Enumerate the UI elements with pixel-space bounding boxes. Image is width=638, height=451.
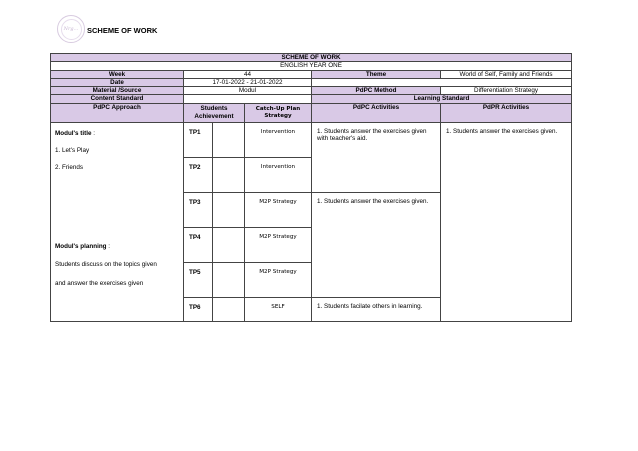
learning-standard-label: Learning Standard xyxy=(312,95,572,103)
date-row-blank xyxy=(312,78,572,86)
catchup-strategy: Intervention xyxy=(245,122,312,157)
modul-item-2: 2. Friends xyxy=(55,164,83,171)
col-header-activities: PdPC Activities xyxy=(312,103,441,122)
week-label: Week xyxy=(51,70,184,78)
content-standard-label: Content Standard xyxy=(51,95,184,103)
col-header-catchup: Catch-Up Plan Strategy xyxy=(245,103,312,122)
catchup-strategy: Intervention xyxy=(245,157,312,192)
table-subtitle: ENGLISH YEAR ONE xyxy=(51,62,572,70)
catchup-strategy: M2P Strategy xyxy=(245,192,312,227)
achievement-cell xyxy=(213,262,245,297)
catchup-strategy: M2P Strategy xyxy=(245,262,312,297)
col-header-pdpr: PdPR Activities xyxy=(441,103,572,122)
table-title: SCHEME OF WORK xyxy=(51,54,572,62)
date-label: Date xyxy=(51,78,184,86)
school-logo xyxy=(57,15,85,43)
catchup-strategy: SELF xyxy=(245,297,312,321)
modul-title-label: Modul's title xyxy=(55,129,92,137)
achievement-cell xyxy=(213,157,245,192)
pdpc-method-value: Differentiation Strategy xyxy=(441,87,572,95)
activity-tp1-tp2: 1. Students answer the exercises given with teacher's aid. xyxy=(312,122,441,192)
tp-label: TP2 xyxy=(184,157,213,192)
activity-tp3-tp5: 1. Students answer the exercises given. xyxy=(312,192,441,297)
col-header-approach: PdPC Approach xyxy=(51,103,184,122)
pdpr-activity: 1. Students answer the exercises given. xyxy=(441,122,572,321)
planning-line-2: and answer the exercises given xyxy=(55,279,144,287)
theme-label: Theme xyxy=(312,70,441,78)
theme-value: World of Self, Family and Friends xyxy=(441,70,572,78)
pdpc-method-label: PdPC Method xyxy=(312,87,441,95)
activity-tp6: 1. Students facilate others in learning. xyxy=(312,297,441,321)
material-label: Material /Source xyxy=(51,87,184,95)
achievement-cell xyxy=(213,227,245,262)
tp-label: TP3 xyxy=(184,192,213,227)
catchup-strategy: M2P Strategy xyxy=(245,227,312,262)
tp-label: TP6 xyxy=(184,297,213,321)
achievement-cell xyxy=(213,122,245,157)
tp-label: TP5 xyxy=(184,262,213,297)
page-header-title: SCHEME OF WORK xyxy=(87,26,158,35)
planning-label: Modul's planning xyxy=(55,243,107,251)
logo-text: Nrg... xyxy=(61,19,82,40)
scheme-of-work-table xyxy=(50,53,572,322)
achievement-cell xyxy=(213,192,245,227)
modul-cell xyxy=(51,122,184,321)
content-standard-value xyxy=(184,95,312,103)
col-header-students: Students Achievement xyxy=(184,103,245,122)
material-value: Modul xyxy=(184,87,312,95)
planning-line-1: Students discuss on the topics given xyxy=(55,261,157,269)
tp-label: TP4 xyxy=(184,227,213,262)
date-value: 17-01-2022 - 21-01-2022 xyxy=(184,78,312,86)
tp-label: TP1 xyxy=(184,122,213,157)
week-value: 44 xyxy=(184,70,312,78)
modul-title-sep: : xyxy=(91,129,95,137)
achievement-cell xyxy=(213,297,245,321)
planning-sep: : xyxy=(106,243,111,251)
modul-item-1: 1. Let's Play xyxy=(55,146,90,154)
